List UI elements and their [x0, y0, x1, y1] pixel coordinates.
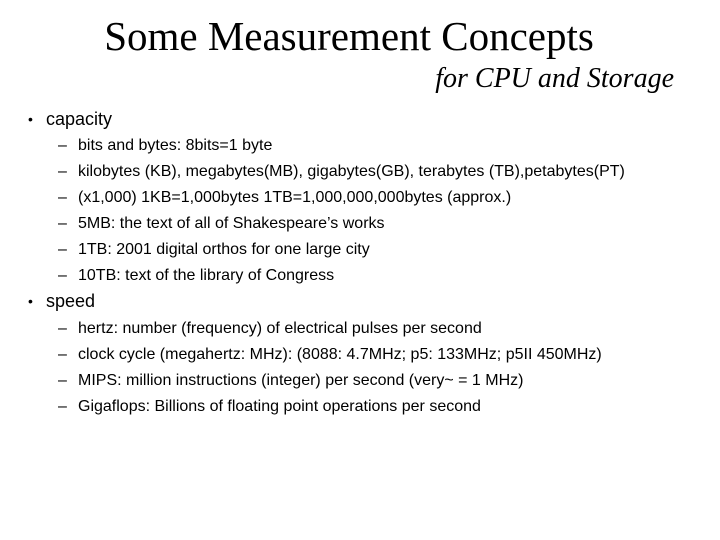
list-item-text: Gigaflops: Billions of floating point operations per second: [78, 398, 481, 415]
dash-icon: –: [58, 163, 67, 180]
list-item-text: (x1,000) 1KB=1,000bytes 1TB=1,000,000,000bytes (approx.): [78, 189, 512, 206]
dash-icon: –: [58, 137, 67, 154]
list-item-text: kilobytes (KB), megabytes(MB), gigabytes(GB), terabytes (TB),petabytes(PT): [78, 163, 625, 180]
dash-icon: –: [58, 320, 67, 337]
dash-icon: –: [58, 189, 67, 206]
bullet-dot-icon: •: [28, 111, 33, 127]
list-item-text: clock cycle (megahertz: MHz): (8088: 4.7MHz; p5: 133MHz; p5II 450MHz): [78, 346, 602, 363]
dash-icon: –: [58, 267, 67, 284]
list-item-text: MIPS: million instructions (integer) per second (very~ = 1 MHz): [78, 372, 524, 389]
list-item-text: 1TB: 2001 digital orthos for one large city: [78, 241, 370, 258]
list-item-text: 10TB: text of the library of Congress: [78, 267, 335, 284]
list-item-text: bits and bytes: 8bits=1 byte: [78, 137, 273, 154]
list-item-text: 5MB: the text of all of Shakespeare’s works: [78, 215, 385, 232]
bullet-dot-icon: •: [28, 293, 33, 309]
dash-icon: –: [58, 346, 67, 363]
bullet-label-capacity: capacity: [46, 109, 113, 129]
dash-icon: –: [58, 372, 67, 389]
bullet-label-speed: speed: [46, 291, 96, 311]
slide-title: Some Measurement Concepts: [104, 13, 594, 59]
dash-icon: –: [58, 215, 67, 232]
dash-icon: –: [58, 241, 67, 258]
slide-subtitle: for CPU and Storage: [435, 63, 674, 94]
dash-icon: –: [58, 398, 67, 415]
list-item-text: hertz: number (frequency) of electrical pulses per second: [78, 320, 482, 337]
